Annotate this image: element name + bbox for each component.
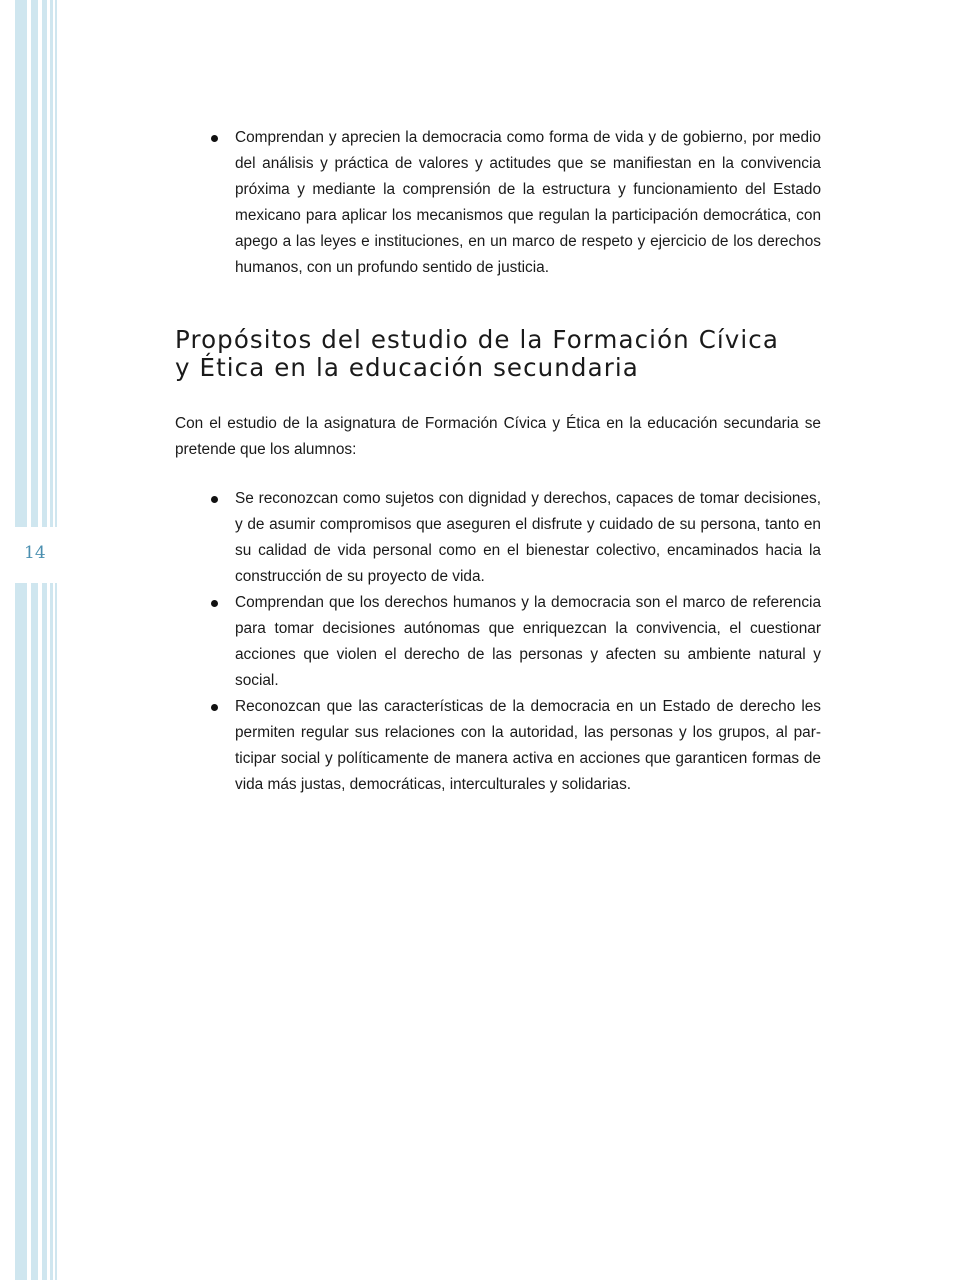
purposes-bullet-list: [175, 486, 821, 798]
section-title: [175, 326, 821, 382]
section-title-line-2: y Ética en la educación secundaria: [175, 353, 639, 382]
bullet-icon: [211, 496, 218, 503]
list-item-text: Comprendan que los derechos humanos y la democracia son el marco de referencia para tomar decisiones autónomas que enriquezcan la convivencia, el cuestionar acciones que violen el derecho de las personas y afecten su ambiente natural y social.: [235, 594, 821, 689]
stripe: [31, 0, 38, 1280]
list-item: [235, 590, 821, 694]
list-item: [235, 486, 821, 590]
list-item-text: Comprendan y aprecien la democracia como forma de vida y de gobierno, por medio del análisis y práctica de valores y actitudes que se manifiestan en la convivencia próxima y mediante la comprensión de la estructura y funcionamiento del Estado mexicano para aplicar los mecanismos que regulan la participación democrática, con apego a las leyes e instituciones, en un marco de respeto y ejercicio de los derechos humanos, con un profundo sentido de justicia.: [235, 129, 821, 276]
section-title-line-1: Propósitos del estudio de la Formación Cívica: [175, 325, 779, 354]
bullet-icon: [211, 600, 218, 607]
stripe: [15, 0, 27, 1280]
list-item: [235, 125, 821, 281]
top-bullet-list: [175, 125, 821, 281]
page-number: 14: [24, 543, 46, 563]
stripe: [55, 0, 57, 1280]
bullet-icon: [211, 704, 218, 711]
list-item-text: Se reconozcan como sujetos con dignidad y derechos, capaces de tomar decisiones, y de asumir compromisos que aseguren el disfrute y cuidado de su persona, tanto en su calidad de vida personal como en el bienestar colectivo, encaminados hacia la construcción de su proyecto de vida.: [235, 490, 821, 585]
list-item-text: Reconozcan que las características de la democracia en un Estado de derecho les permiten regular sus relaciones con la autoridad, las personas y los grupos, al participar social y políticamente de manera activa en acciones que garanticen formas de vida más justas, democráticas, interculturales y solidarias.: [235, 698, 821, 793]
list-item: [235, 694, 821, 798]
section-intro: Con el estudio de la asignatura de Formación Cívica y Ética en la educación secundaria se pretende que los alumnos:: [175, 415, 821, 458]
bullet-icon: [211, 135, 218, 142]
decorative-stripes: [0, 0, 60, 1280]
page-content: [175, 125, 821, 798]
stripe: [42, 0, 47, 1280]
stripe: [50, 0, 53, 1280]
